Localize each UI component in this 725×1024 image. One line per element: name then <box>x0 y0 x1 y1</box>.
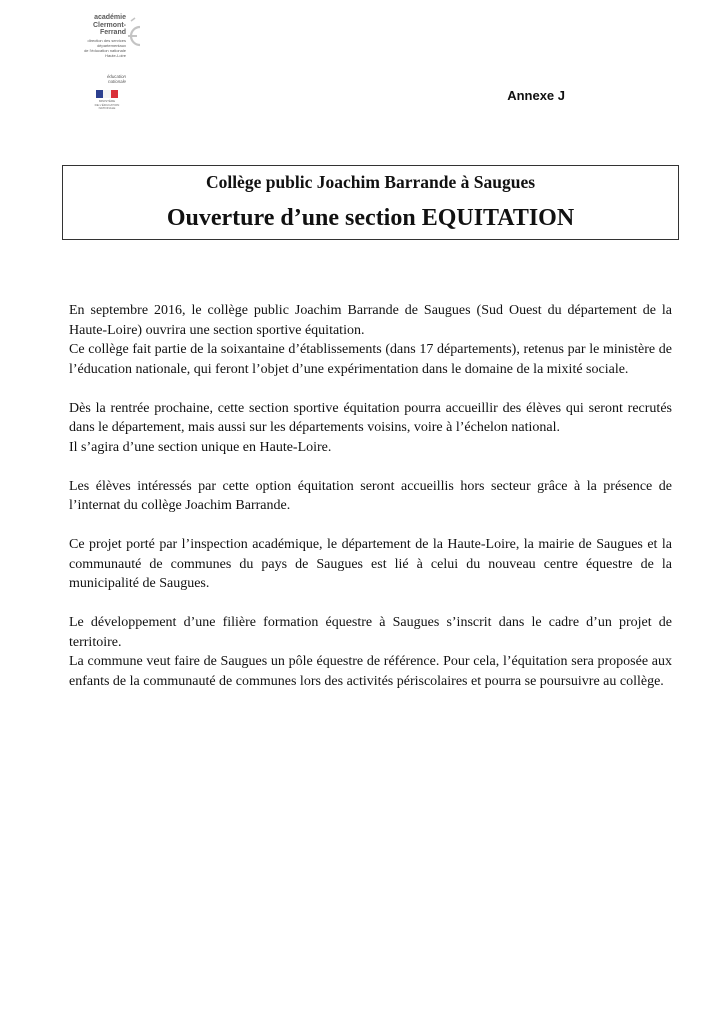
logo-republique-line: MINISTÈRE <box>98 99 116 103</box>
logo-ministere-line: éducation <box>106 74 126 79</box>
paragraph-sentence: Dès la rentrée prochaine, cette section sportive équitation pourra accueillir des élèves qui seront recrutés dans le département, mais aussi sur les départements voisins, voire à l’échelon national. <box>69 400 672 435</box>
flag-white-band <box>103 90 110 98</box>
school-title: Collège public Joachim Barrande à Saugues <box>205 172 536 192</box>
paragraph-sentence: La commune veut faire de Saugues un pôle équestre de référence. Pour cela, l’équitation sera proposée aux enfants de la communauté de communes lors des activités périscolaires et pourra se poursuivre au collège. <box>69 654 672 689</box>
logo-ministere-line: nationale <box>108 79 126 84</box>
paragraph <box>69 301 672 379</box>
annexe-label: Annexe J <box>507 88 565 103</box>
logo-republique-line: DE L'ÉDUCATION NATIONALE <box>94 102 120 110</box>
title-box <box>62 165 679 240</box>
logo-academie-text <box>70 14 126 37</box>
paragraph-sentence: Les élèves intéressés par cette option équitation seront accueillis hors secteur grâce à la présence de l’internat du collège Joachim Barrande. <box>69 478 672 513</box>
flag-red-band <box>111 90 118 98</box>
paragraph-sentence: En septembre 2016, le collège public Joachim Barrande de Saugues (Sud Ouest du département de la Haute-Loire) ouvrira une section sportive équitation. <box>69 303 672 338</box>
paragraph-sentence: Ce collège fait partie de la soixantaine d’établissements (dans 17 départements), retenus par le ministère de l’éducation nationale, qui feront l’objet d’une expérimentation dans le domaine de la mixité sociale. <box>69 342 672 377</box>
logo-direction-line: départementaux <box>97 43 126 48</box>
logo-ministere-text <box>62 74 126 84</box>
logo-direction-line: de l'éducation nationale <box>84 48 126 53</box>
paragraph-sentence: Il s’agira d’une section unique en Haute-Loire. <box>69 439 332 455</box>
academie-logo <box>62 14 150 118</box>
logo-direction-line: Haute-Loire <box>105 53 126 58</box>
document-body <box>69 301 672 711</box>
paragraph <box>69 535 672 594</box>
logo-republique-text <box>92 100 122 111</box>
logo-direction-text <box>62 38 126 58</box>
paragraph-sentence: Ce projet porté par l’inspection académique, le département de la Haute-Loire, la mairie de Saugues et la communauté de communes du pays de Saugues est lié à celui du nouveau centre équestre de la municipalité de Saugues. <box>69 537 672 591</box>
logo-academie-line1: académie <box>94 14 126 21</box>
paragraph <box>69 399 672 458</box>
paragraph <box>69 477 672 516</box>
section-title: Ouverture d’une section EQUITATION <box>166 205 575 231</box>
paragraph <box>69 613 672 691</box>
flag-blue-band <box>96 90 103 98</box>
french-flag-icon <box>96 90 118 98</box>
logo-direction-line: direction des services <box>87 38 126 43</box>
paragraph-sentence: Le développement d’une filière formation équestre à Saugues s’inscrit dans le cadre d’un projet de territoire. <box>69 615 672 650</box>
logo-academie-line2: Clermont-Ferrand <box>92 21 126 36</box>
